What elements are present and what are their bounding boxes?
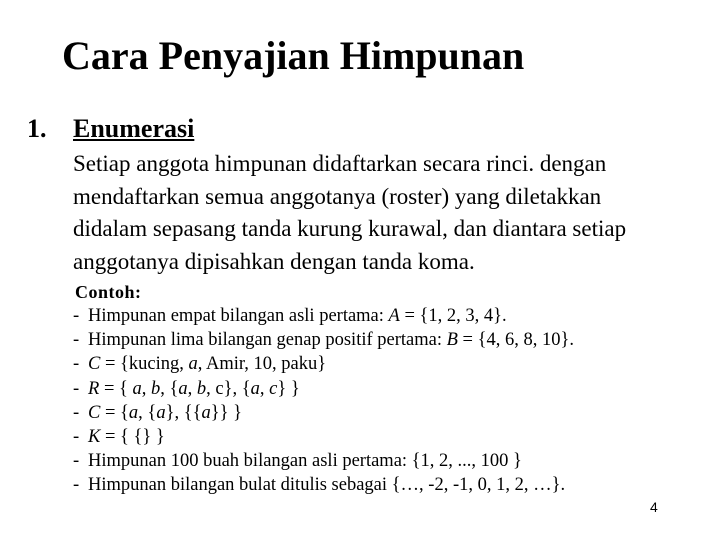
list-item: [73, 425, 574, 449]
bullet-dash: -: [73, 426, 80, 447]
example-text: = {: [99, 378, 133, 399]
list-item: [73, 352, 574, 376]
paragraph-line: Setiap anggota himpunan didaftarkan secara rinci. dengan: [73, 151, 607, 176]
section-title: Enumerasi: [73, 114, 195, 143]
example-text: , Amir, 10, paku}: [197, 354, 327, 375]
section-number: 1.: [27, 114, 47, 143]
bullet-dash: -: [73, 402, 80, 423]
example-text: , {: [160, 378, 179, 399]
example-text: }} }: [210, 402, 242, 423]
list-item: [73, 449, 574, 473]
example-text: ,: [141, 378, 152, 399]
list-item: [73, 328, 574, 352]
list-item: [73, 377, 574, 401]
example-text: Himpunan bilangan bulat ditulis sebagai {…, -2, -1, 0, 1, 2, …}.: [88, 475, 566, 496]
example-text: ,: [187, 378, 197, 399]
example-text: = {4, 6, 8, 10}.: [457, 330, 574, 351]
set-element: b: [196, 378, 207, 399]
list-item: [73, 473, 574, 497]
example-text: = {kucing,: [100, 354, 189, 375]
set-element: b: [151, 378, 161, 399]
example-text: ,: [259, 378, 270, 399]
example-list: [73, 304, 574, 498]
set-variable: C: [88, 354, 101, 375]
set-element: a: [156, 402, 166, 423]
set-element: a: [250, 378, 260, 399]
page-number: 4: [650, 499, 658, 515]
example-text: , c}, {: [206, 378, 251, 399]
paragraph-line: didalam sepasang tanda kurung kurawal, dan diantara setiap: [73, 216, 627, 241]
bullet-dash: -: [73, 354, 80, 375]
bullet-dash: -: [73, 306, 80, 326]
set-element: a: [128, 402, 139, 423]
set-element: a: [188, 354, 198, 375]
example-text: Himpunan lima bilangan genap positif pertama:: [88, 330, 447, 351]
example-text: , {: [138, 402, 157, 423]
list-item: [73, 304, 574, 328]
paragraph-line: anggotanya dipisahkan dengan tanda koma.: [73, 248, 475, 274]
set-variable: R: [88, 378, 100, 399]
slide-title: Cara Penyajian Himpunan: [62, 33, 525, 78]
example-text: Himpunan 100 buah bilangan asli pertama: {1, 2, ..., 100 }: [88, 451, 522, 472]
set-variable: C: [88, 402, 101, 423]
example-text: } }: [277, 378, 300, 399]
set-variable: B: [446, 330, 458, 351]
bullet-dash: -: [73, 451, 80, 472]
list-item: [73, 401, 574, 425]
example-text: = {1, 2, 3, 4}.: [399, 306, 507, 326]
bullet-dash: -: [73, 475, 80, 496]
set-element: a: [178, 378, 188, 399]
example-text: = {: [100, 402, 129, 423]
definition-paragraph: [73, 148, 673, 278]
paragraph-line: mendaftarkan semua anggotanya (roster) yang diletakkan: [73, 183, 602, 209]
example-heading: Contoh:: [75, 282, 142, 302]
set-variable: K: [88, 426, 101, 447]
example-text: = { {} }: [100, 426, 165, 447]
example-text: Himpunan empat bilangan asli pertama:: [88, 306, 389, 326]
set-element: c: [269, 378, 278, 399]
set-element: a: [201, 402, 211, 423]
set-variable: A: [388, 306, 400, 326]
example-text: }, {{: [165, 402, 202, 423]
bullet-dash: -: [73, 330, 80, 351]
bullet-dash: -: [73, 378, 80, 399]
set-element: a: [132, 378, 142, 399]
